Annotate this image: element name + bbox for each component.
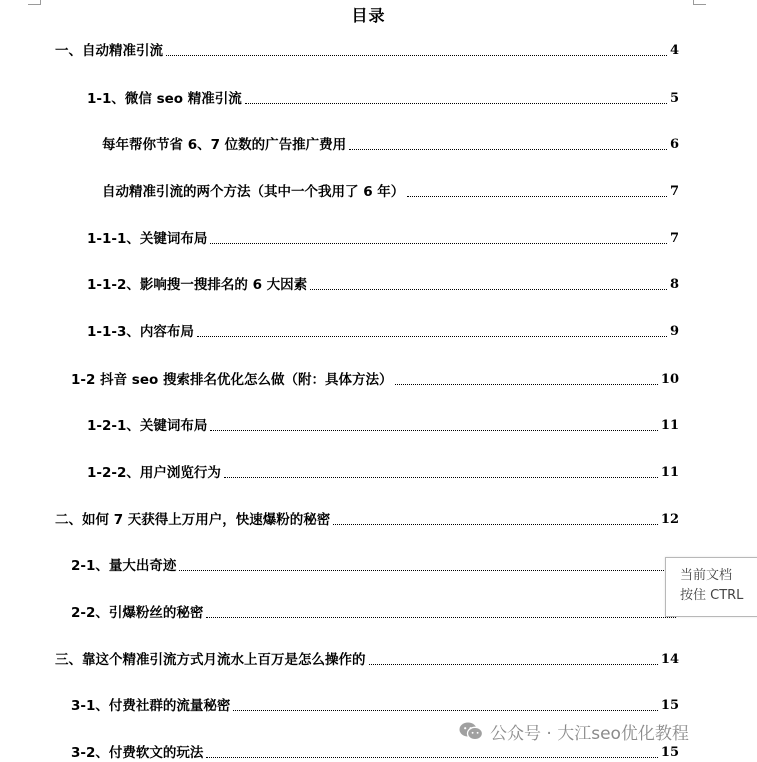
toc-leader — [224, 477, 658, 478]
wechat-icon — [458, 721, 484, 741]
toc-leader — [310, 289, 667, 290]
toc-entry-text: 3-2、付费软文的玩法 — [71, 745, 204, 761]
toc-entry-text: 1-2 抖音 seo 搜索排名优化怎么做（附：具体方法） — [71, 372, 393, 388]
toc-entry-text: 1-1、微信 seo 精准引流 — [87, 91, 242, 107]
toc-entry[interactable] — [55, 505, 679, 529]
toc-entry[interactable] — [87, 224, 679, 248]
toc-entry-text: 1-1-2、影响搜一搜排名的 6 大因素 — [87, 277, 308, 293]
toc-leader — [206, 757, 658, 758]
toc-leader — [407, 196, 667, 197]
toc-entry-text: 三、靠这个精准引流方式月流水上百万是怎么操作的 — [55, 652, 366, 668]
toc-leader — [179, 570, 676, 571]
toc-page-number: 12 — [660, 512, 679, 527]
toc-entry-text: 1-1-3、内容布局 — [87, 324, 194, 340]
toc-leader — [210, 243, 667, 244]
toc-page-number: 14 — [660, 652, 679, 667]
toc-entry-text: 2-1、量大出奇迹 — [71, 558, 177, 574]
toc-page-number: 15 — [660, 698, 679, 713]
toc-leader — [349, 149, 667, 150]
tooltip-line-2: 按住 CTRL — [680, 588, 744, 603]
toc-page-number: 11 — [660, 465, 679, 480]
toc-page-number: 7 — [669, 184, 679, 199]
ctrl-click-tooltip — [665, 557, 757, 617]
toc-page-number: 15 — [660, 745, 679, 760]
toc-page-number: 9 — [669, 324, 679, 339]
toc-entry[interactable] — [55, 645, 679, 669]
watermark — [458, 718, 689, 744]
toc-leader — [166, 55, 667, 56]
toc-page-number: 10 — [660, 372, 679, 387]
toc-entry-text: 一、自动精准引流 — [55, 43, 163, 59]
toc-page-number: 5 — [669, 91, 679, 106]
toc-leader — [197, 336, 667, 337]
toc-entry[interactable] — [71, 691, 679, 715]
watermark-text: 公众号 · 大江seo优化教程 — [490, 723, 689, 744]
toc-leader — [210, 430, 658, 431]
toc-entry[interactable] — [71, 598, 679, 622]
toc-entry-text: 1-1-1、关键词布局 — [87, 231, 208, 247]
toc-page-number: 7 — [669, 231, 679, 246]
toc-entry[interactable] — [87, 84, 679, 108]
toc-leader — [395, 384, 657, 385]
toc-entry[interactable] — [87, 411, 679, 435]
toc-leader — [206, 617, 676, 618]
toc-leader — [233, 710, 658, 711]
toc-entry-text: 每年帮你节省 6、7 位数的广告推广费用 — [102, 137, 347, 153]
toc-entry[interactable] — [87, 270, 679, 294]
toc-entry-text: 1-2-1、关键词布局 — [87, 418, 208, 434]
toc-leader — [333, 524, 658, 525]
tooltip-line-1: 当前文档 — [680, 568, 733, 583]
toc-entry[interactable] — [102, 130, 679, 154]
toc-entry[interactable] — [87, 317, 679, 341]
toc-entry-text: 1-2-2、用户浏览行为 — [87, 465, 221, 481]
toc-page-number: 4 — [669, 43, 679, 58]
toc-entry-text: 2-2、引爆粉丝的秘密 — [71, 605, 204, 621]
toc-leader — [369, 664, 658, 665]
toc-title: 目录 — [351, 6, 386, 25]
toc-entry[interactable] — [71, 551, 679, 575]
toc-page-number: 8 — [669, 277, 679, 292]
toc-leader — [245, 103, 667, 104]
toc-page-number: 11 — [660, 418, 679, 433]
toc-entry-text: 二、如何 7 天获得上万用户，快速爆粉的秘密 — [55, 512, 331, 528]
toc-entry-text: 3-1、付费社群的流量秘密 — [71, 698, 231, 714]
toc-entry-text: 自动精准引流的两个方法（其中一个我用了 6 年） — [102, 184, 405, 200]
toc-entry[interactable] — [87, 458, 679, 482]
toc-page-number: 6 — [669, 137, 679, 152]
toc-entry[interactable] — [71, 365, 679, 389]
toc-entry[interactable] — [55, 36, 679, 60]
toc-entry[interactable] — [102, 177, 679, 201]
